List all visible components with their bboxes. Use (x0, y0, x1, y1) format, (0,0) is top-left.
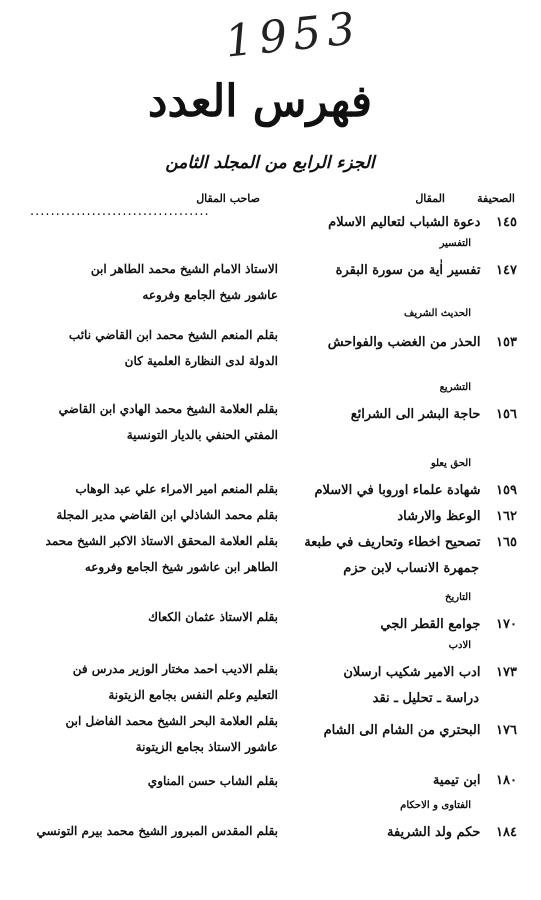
article-page-number: ١٨٤ (496, 825, 517, 840)
author-line: بقلم الشاب حسن المناوي (147, 774, 278, 788)
article-entry (257, 258, 517, 284)
column-header-author: صاحب المقال (196, 192, 260, 205)
author-line: المفتي الحنفي بالديار التونسية (126, 428, 278, 442)
article-title: حاجة البشر الى الشرائع (350, 407, 481, 422)
author-line: الدولة لدى النظارة العلمية كان (124, 354, 278, 368)
article-entry (257, 504, 517, 530)
author-line: الاستاذ الامام الشيخ محمد الطاهر ابن (90, 262, 278, 276)
article-page-number: ١٨٠ (496, 773, 517, 788)
article-page-number: ١٥٦ (496, 407, 517, 422)
dotted-leader: ................................... (30, 204, 210, 219)
article-page-number: ١٧٣ (496, 665, 517, 680)
article-entry (257, 478, 517, 504)
article-title: دعوة الشباب لتعاليم الاسلام (328, 215, 481, 230)
article-page-number: ١٥٩ (496, 483, 517, 498)
author-entry (28, 818, 278, 844)
handwritten-year: 1953 (222, 2, 364, 68)
author-entry (28, 528, 278, 580)
article-entry (257, 612, 517, 638)
article-entry (257, 768, 517, 794)
section-heading: الادب (448, 640, 471, 651)
author-line: بقلم المقدس المبرور الشيخ محمد بيرم التونسي (36, 824, 278, 838)
page-title: فهرس العدد (147, 76, 373, 127)
article-page-number: ١٤٧ (496, 263, 517, 278)
author-line: بقلم محمد الشاذلي ابن القاضي مدير المجلة (56, 508, 278, 522)
article-page-number: ١٥٣ (496, 335, 517, 350)
article-page-number: ١٧٦ (496, 723, 517, 738)
page-subtitle: الجزء الرابع من المجلد الثامن (165, 153, 375, 173)
section-heading: الحق يعلو (430, 458, 471, 469)
article-page-number: ١٤٥ (496, 215, 517, 230)
author-line: بقلم العلامة المحقق الاستاذ الاكبر الشيخ محمد (45, 534, 278, 548)
article-page-number: ١٦٢ (496, 509, 517, 524)
author-line: بقلم المنعم الشيخ محمد ابن القاضي نائب (68, 328, 278, 342)
author-line: بقلم الاديب احمد مختار الوزير مدرس فن (72, 662, 278, 676)
author-entry (28, 768, 278, 794)
section-heading: الفتاوى و الاحكام (400, 800, 471, 811)
author-entry (28, 502, 278, 528)
article-entry (257, 402, 517, 428)
author-line: بقلم المنعم امير الامراء علي عبد الوهاب (75, 482, 278, 496)
section-heading: الحديث الشريف (403, 308, 471, 319)
article-title: جوامع القطر الجي (380, 617, 481, 632)
column-header-article: المقال (415, 192, 445, 205)
article-page-number: ١٦٥ (496, 535, 517, 550)
author-entry (28, 476, 278, 502)
article-entry (257, 820, 517, 846)
author-line: الطاهر ابن عاشور شيخ الجامع وفروعه (84, 560, 278, 574)
author-line: بقلم الاستاذ عثمان الكعاك (148, 610, 278, 624)
article-title: الحذر من الغضب والفواحش (327, 335, 481, 350)
article-title: الوعظ والارشاد (397, 509, 481, 524)
author-line: التعليم وعلم النفس بجامع الزيتونة (108, 688, 278, 702)
article-title: شهادة علماء اوروبا في الاسلام (314, 483, 481, 498)
author-entry (28, 322, 278, 374)
article-title: ابن تيمية (432, 773, 481, 788)
author-line: عاشور الاستاذ بجامع الزيتونة (135, 740, 278, 754)
author-line: عاشور شيخ الجامع وفروعه (142, 288, 278, 302)
author-line: بقلم العلامة الشيخ محمد الهادي ابن القاضي (58, 402, 278, 416)
author-entry (28, 708, 278, 760)
article-entry (257, 330, 517, 356)
author-entry (28, 656, 278, 708)
section-heading: التشريع (439, 382, 471, 393)
article-title-continued: دراسة ـ تحليل ـ نقد (372, 691, 479, 706)
article-entry (257, 718, 517, 744)
article-title: تفسير اٰية من سورة البقرة (335, 263, 481, 278)
column-header-page: الصحيفة (477, 192, 515, 205)
author-entry (28, 396, 278, 448)
section-heading: التفسير (439, 238, 471, 249)
article-entry (257, 660, 517, 712)
article-page-number: ١٧٠ (496, 617, 517, 632)
author-entry (28, 604, 278, 630)
article-title: حكم ولد الشريفة (386, 825, 481, 840)
author-line: بقلم العلامة البحر الشيخ محمد الفاضل ابن (65, 714, 278, 728)
article-title-continued: جمهرة الانساب لابن حزم (343, 561, 479, 576)
section-heading: التاريخ (445, 592, 471, 603)
article-title: البحتري من الشام الى الشام (323, 723, 481, 738)
article-title: ادب الامير شكيب ارسلان (343, 665, 481, 680)
author-entry (28, 256, 278, 308)
article-title: تصحيح اخطاء وتحاريف في طبعة (304, 535, 481, 550)
article-entry (257, 530, 517, 582)
article-entry (257, 210, 517, 236)
